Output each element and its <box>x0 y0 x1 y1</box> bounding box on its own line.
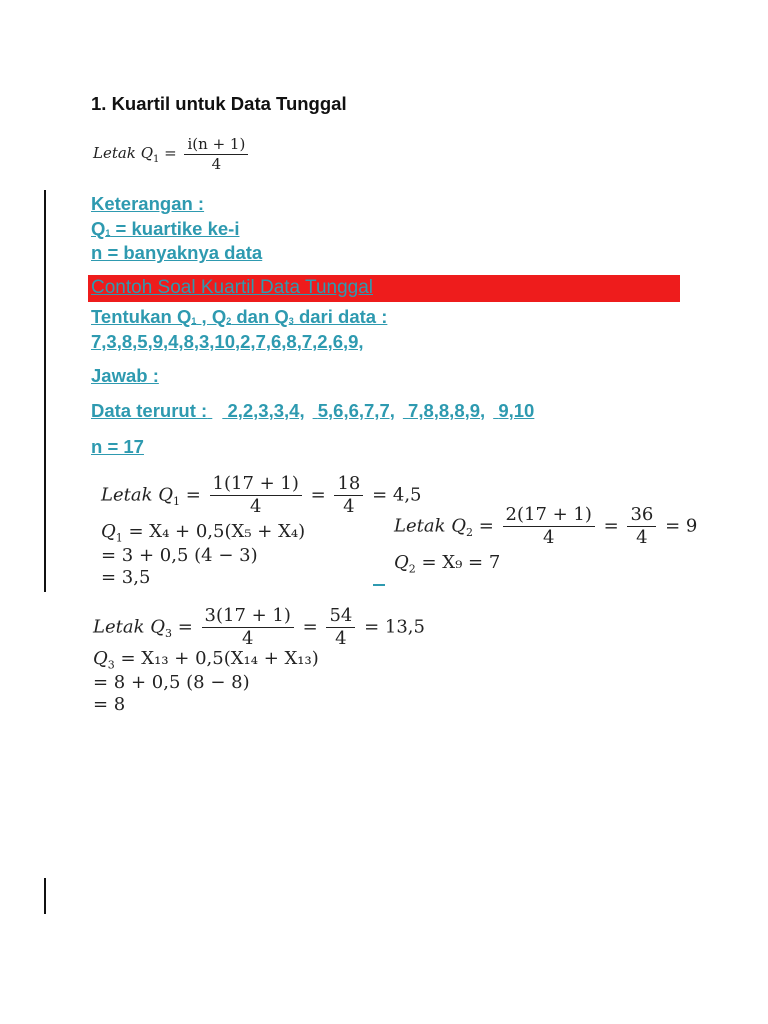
q3-line-4: = 8 <box>93 694 126 715</box>
q3-line-2: $Q_3 = X_{13} + 0,5(X_{14} + X_{13})$ <box>93 648 319 672</box>
formula-letak: Letak <box>93 144 136 162</box>
q3-fraction-2 <box>326 606 355 649</box>
keterangan-q: Q <box>91 218 106 239</box>
keterangan-line-q <box>91 218 239 240</box>
q1-num-1: 1(17 + 1) <box>210 474 302 496</box>
q2-fraction-1 <box>503 505 595 548</box>
margin-bar-top <box>44 190 46 592</box>
q3-num-1: 3(17 + 1) <box>202 606 294 628</box>
q1-result: = 4,5 <box>372 484 422 506</box>
jawab-label: Jawab : <box>91 365 159 386</box>
sorted-group: 7,8,8,8,9, <box>408 400 486 421</box>
q2-letak-line: Letak $Q_2$ = $\frac{2(17 + 1)}{4}$ = $\frac{36}{4}$ = 9 <box>394 504 698 548</box>
q3-fraction-1 <box>202 606 294 649</box>
section-heading: 1. Kuartil untuk Data Tunggal <box>91 93 347 114</box>
question-sub-3: 3 <box>288 316 294 326</box>
keterangan-q-rest: = kuartike ke-i <box>110 218 240 239</box>
q3-den-2: 4 <box>335 627 347 649</box>
q2-line-2: $Q_2 = X_9 = 7$ <box>394 552 501 576</box>
question-part-3: dan Q <box>231 306 289 327</box>
question-part-2: , Q <box>196 306 227 327</box>
q2-result: = 9 <box>665 515 698 537</box>
sorted-group: 5,6,6,7,7, <box>317 400 395 421</box>
q2-line-2-text: = X₉ = 7 <box>421 552 501 573</box>
q3-letak-line: Letak $Q_3$ = $\frac{3(17 + 1)}{4}$ = $\frac{54}{4}$ = 13,5 <box>93 605 425 649</box>
sorted-group: 9,10 <box>498 400 535 421</box>
question-data: 7,3,8,5,9,4,8,3,10,2,7,6,8,7,2,6,9, <box>91 331 364 352</box>
general-formula: Letak $Q_1$ = $\frac{i(n + 1)}{4}$ <box>93 136 251 172</box>
q3-den-1: 4 <box>241 627 254 649</box>
q3-letak-text: Letak <box>93 616 145 638</box>
sorted-label: Data terurut : <box>91 400 208 421</box>
q1-num-2: 18 <box>334 474 363 496</box>
question-line <box>91 306 387 328</box>
q1-line-4: = 3,5 <box>101 567 151 588</box>
teal-dash-mark <box>373 584 385 586</box>
question-sub-2: 2 <box>226 316 232 326</box>
q3-line-2-text: = X₁₃ + 0,5(X₁₄ + X₁₃) <box>120 648 319 669</box>
q1-den-2: 4 <box>343 495 355 517</box>
q1-letak-text: Letak <box>101 484 153 506</box>
keterangan-q-sub: 1 <box>105 228 111 238</box>
formula-numerator: i(n + 1) <box>184 136 248 155</box>
q1-den-1: 4 <box>249 495 262 517</box>
example-banner-text: Contoh Soal Kuartil Data Tunggal <box>91 277 374 298</box>
q1-line-2: $Q_1 = X_4 + 0,5(X_5 + X_4)$ <box>101 521 306 545</box>
q1-fraction-1 <box>210 474 302 517</box>
q1-fraction-2 <box>334 474 363 517</box>
q2-den-1: 4 <box>542 526 555 548</box>
q2-num-2: 36 <box>627 505 656 527</box>
q2-letak-text: Letak <box>394 515 446 537</box>
q1-line-3: = 3 + 0,5 (4 − 3) <box>101 545 258 566</box>
q1-letak-line: Letak $Q_1$ = $\frac{1(17 + 1)}{4}$ = $\frac{18}{4}$ = 4,5 <box>101 473 422 517</box>
q2-den-2: 4 <box>636 526 648 548</box>
question-sub-1: 1 <box>191 316 197 326</box>
sorted-data-line <box>91 400 534 422</box>
margin-bar-bottom <box>44 878 46 914</box>
formula-q: Q <box>140 144 153 162</box>
q3-num-2: 54 <box>326 606 355 628</box>
q1-line-2-text: = X₄ + 0,5(X₅ + X₄) <box>128 521 306 542</box>
question-part-1: Tentukan Q <box>91 306 192 327</box>
formula-fraction <box>184 136 248 172</box>
question-part-4: dari data : <box>293 306 388 327</box>
q3-line-3: = 8 + 0,5 (8 − 8) <box>93 672 250 693</box>
formula-q-sub: 1 <box>153 154 160 165</box>
formula-denominator: 4 <box>211 154 222 173</box>
keterangan-title: Keterangan : <box>91 193 205 214</box>
example-banner <box>88 275 680 302</box>
q2-fraction-2 <box>627 505 656 548</box>
sorted-group: 2,2,3,3,4, <box>227 400 305 421</box>
q2-num-1: 2(17 + 1) <box>503 505 595 527</box>
q3-result: = 13,5 <box>364 616 425 638</box>
n-value: n = 17 <box>91 436 144 457</box>
keterangan-line-n: n = banyaknya data <box>91 242 263 263</box>
